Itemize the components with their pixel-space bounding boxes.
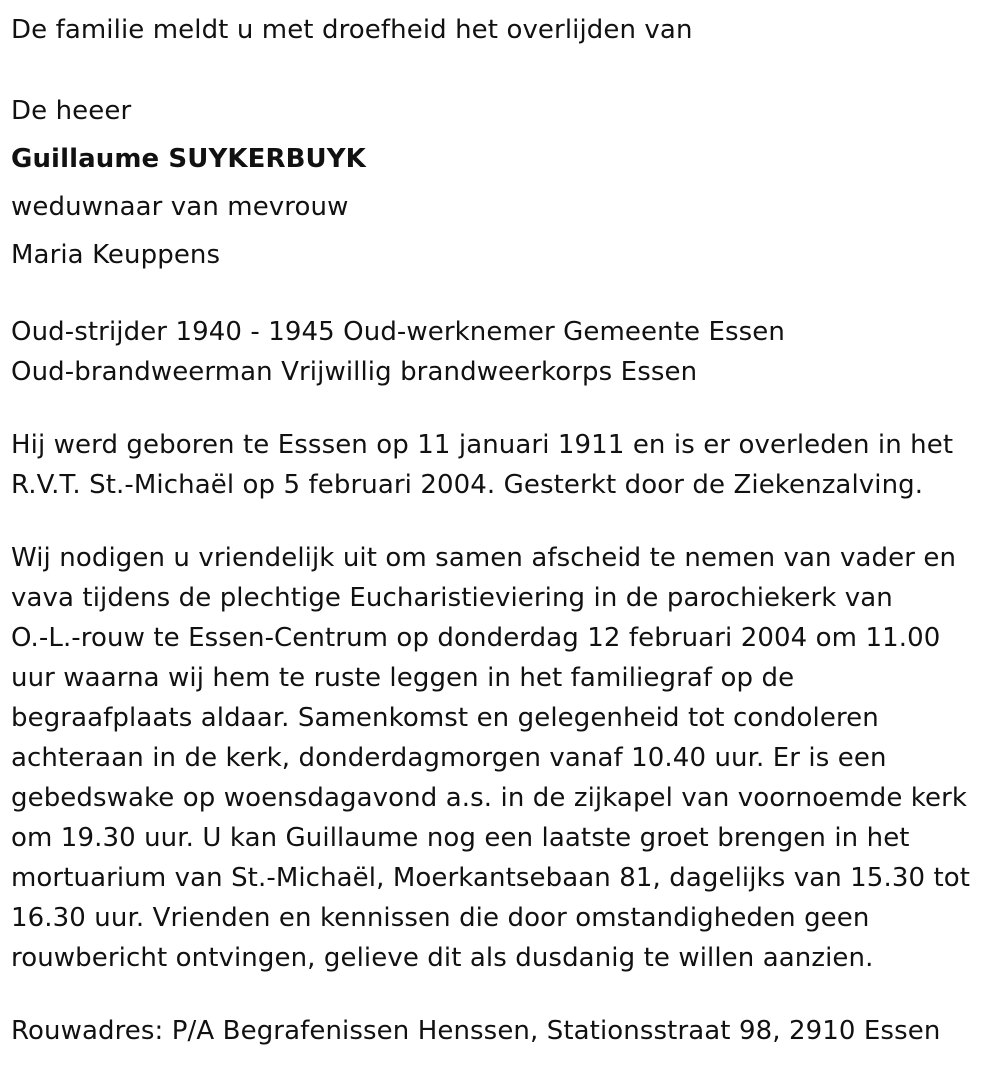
birth-death-paragraph bbox=[11, 425, 1000, 505]
mourning-address: Rouwadres: P/A Begrafenissen Henssen, Stationsstraat 98, 2910 Essen bbox=[11, 1016, 941, 1046]
birth-death-line: R.V.T. St.-Michaël op 5 februari 2004. Gesterkt door de Ziekenzalving. bbox=[11, 470, 924, 500]
titles-line: Oud-brandweerman Vrijwillig brandweerkorps Essen bbox=[11, 357, 698, 387]
deceased-name: Guillaume SUYKERBUYK bbox=[11, 144, 366, 174]
invitation-line: gebedswake op woensdagavond a.s. in de zijkapel van voornoemde kerk bbox=[11, 783, 968, 813]
spacer bbox=[11, 505, 1000, 538]
spacer bbox=[11, 978, 1000, 1011]
invitation-line: 16.30 uur. Vrienden en kennissen die door omstandigheden geen bbox=[11, 903, 870, 933]
birth-death-line: Hij werd geboren te Esssen op 11 januari 1911 en is er overleden in het bbox=[11, 430, 954, 460]
invitation-paragraph bbox=[11, 538, 1000, 978]
invitation-line: begraafplaats aldaar. Samenkomst en gelegenheid tot condoleren bbox=[11, 703, 879, 733]
intro-text: De familie meldt u met droefheid het overlijden van bbox=[11, 15, 693, 45]
titles-line: Oud-strijder 1940 - 1945 Oud-werknemer Gemeente Essen bbox=[11, 317, 785, 347]
spacer bbox=[11, 54, 1000, 87]
invitation-line: om 19.30 uur. U kan Guillaume nog een laatste groet brengen in het bbox=[11, 823, 910, 853]
spacer bbox=[11, 279, 1000, 312]
invitation-line: Wij nodigen u vriendelijk uit om samen afscheid te nemen van vader en bbox=[11, 543, 957, 573]
spouse-name: Maria Keuppens bbox=[11, 240, 221, 270]
relation-text: weduwnaar van mevrouw bbox=[11, 192, 349, 222]
invitation-line: vava tijdens de plechtige Eucharistieviering in de parochiekerk van bbox=[11, 583, 893, 613]
salutation: De heeer bbox=[11, 96, 132, 126]
invitation-line: mortuarium van St.-Michaël, Moerkantsebaan 81, dagelijks van 15.30 tot bbox=[11, 863, 971, 893]
invitation-line: rouwbericht ontvingen, gelieve dit als dusdanig te willen aanzien. bbox=[11, 943, 874, 973]
invitation-line: uur waarna wij hem te ruste leggen in het familiegraf op de bbox=[11, 663, 795, 693]
invitation-line: achteraan in de kerk, donderdagmorgen vanaf 10.40 uur. Er is een bbox=[11, 743, 887, 773]
spacer bbox=[11, 392, 1000, 425]
invitation-line: O.-L.-rouw te Essen-Centrum op donderdag 12 februari 2004 om 11.00 bbox=[11, 623, 941, 653]
titles-paragraph bbox=[11, 312, 1000, 392]
